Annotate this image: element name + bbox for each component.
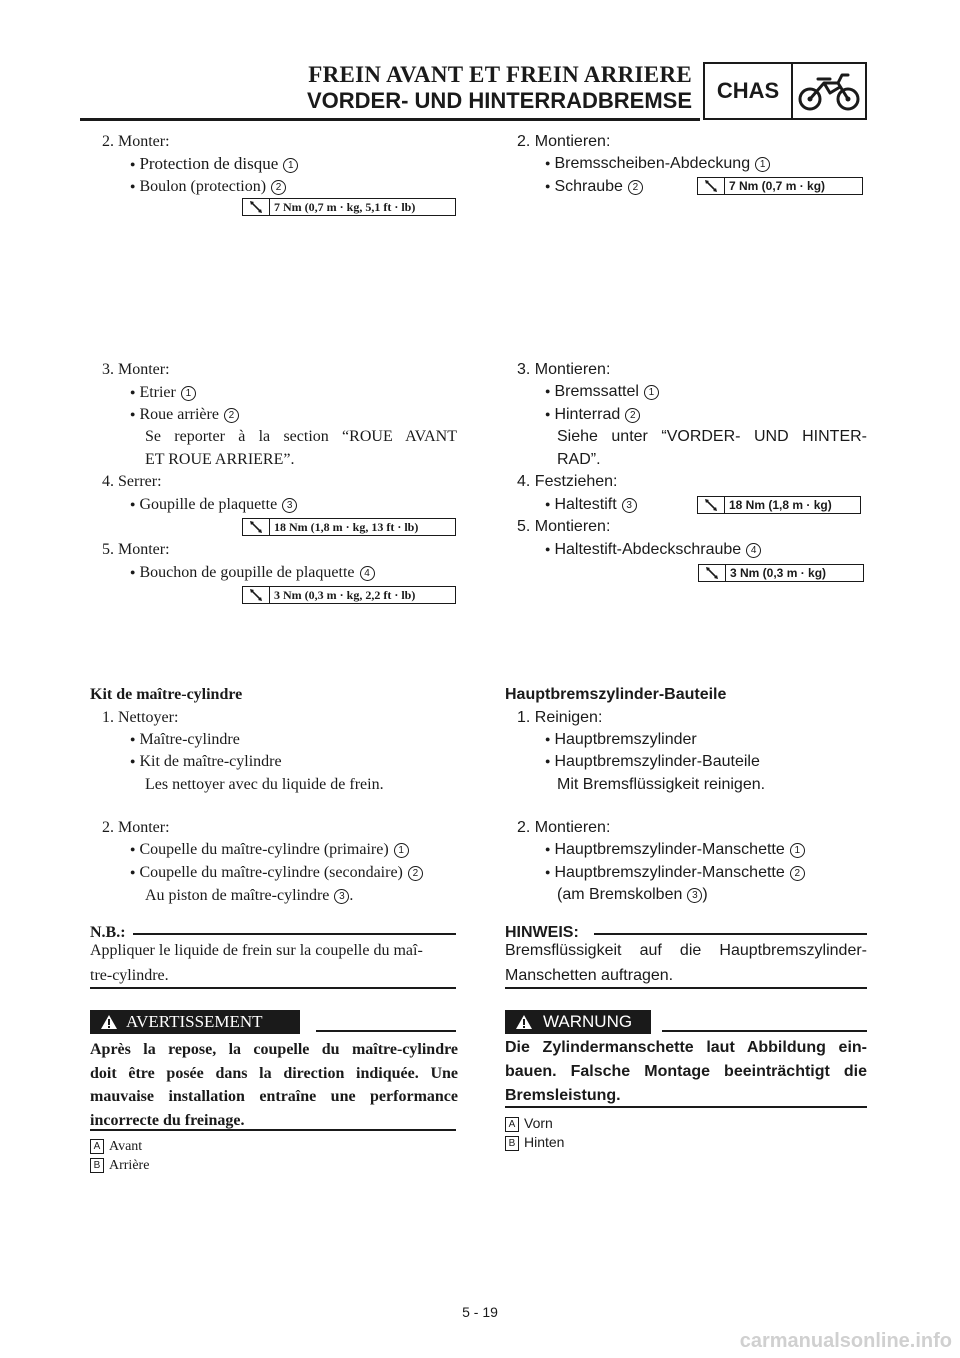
section-badge	[703, 62, 867, 120]
header-title-de: VORDER- UND HINTERRADBREMSE	[306, 88, 692, 113]
fr-legend-b: B Arrière	[90, 1158, 149, 1174]
fr-warning-rule-bottom	[90, 1129, 456, 1131]
fr-warning-text: Après la repose, la coupelle du maître-cylindre doit être posée dans la direction indiquée. Une mauvaise installation entraîne une performance incorrecte du freinage.	[90, 1041, 458, 1129]
fr-step2-item1: ● Protection de disque 1	[130, 154, 298, 174]
de-kit-step2-note: (am Bremskolben 3 )	[557, 886, 708, 903]
header-title-fr: FREIN AVANT ET FREIN ARRIERE	[308, 62, 692, 87]
de-nb-rule-bottom	[505, 987, 867, 989]
fr-kit-step1-title: 1. Nettoyer:	[102, 709, 179, 726]
fr-nb-text: Appliquer le liquide de frein sur la coupelle du maî- tre-cylindre.	[90, 942, 423, 984]
page-number: 5 - 19	[462, 1304, 498, 1320]
fr-step3-title: 3. Monter:	[102, 361, 170, 378]
wrench-icon	[698, 178, 725, 194]
fr-step3-ref1: Se reporter à la section “ROUE AVANT	[145, 428, 457, 445]
de-step4-title: 4. Festziehen:	[517, 473, 618, 490]
fr-step3-item1: ● Etrier 1	[130, 384, 196, 402]
de-kit-step1-title: 1. Reinigen:	[517, 709, 603, 726]
fr-step2-torque: 7 Nm (0,7 m · kg, 5,1 ft · lb)	[242, 198, 456, 216]
de-step5-item1: ● Haltestift-Abdeckschraube 4	[545, 541, 761, 559]
de-warning-badge: WARNUNG	[505, 1010, 651, 1034]
fr-step3-ref2: ET ROUE ARRIERE”.	[145, 451, 295, 468]
watermark: carmanualsonline.info	[739, 1330, 952, 1352]
wrench-icon	[243, 519, 270, 535]
de-kit-step2-item2: ● Hauptbremszylinder-Manschette 2	[545, 864, 805, 882]
de-step4-torque: 18 Nm (1,8 m · kg)	[697, 496, 861, 514]
fr-kit-step2-note: Au piston de maître-cylindre 3 .	[145, 887, 354, 904]
motorcycle-icon	[793, 64, 865, 118]
fr-kit-step2-title: 2. Monter:	[102, 819, 170, 836]
fr-warning-rule-top	[316, 1030, 456, 1032]
de-step2-title: 2. Montieren:	[517, 133, 611, 150]
de-step3-title: 3. Montieren:	[517, 361, 611, 378]
de-kit-step1-item2: ● Hauptbremszylinder-Bauteile	[545, 753, 760, 771]
de-kit-step1-note: Mit Bremsflüssigkeit reinigen.	[557, 776, 766, 793]
fr-step5-title: 5. Monter:	[102, 541, 170, 558]
warning-icon	[100, 1014, 118, 1030]
de-step2-item1: ● Bremsscheiben-Abdeckung 1	[545, 155, 770, 173]
fr-step5-item1: ● Bouchon de goupille de plaquette 4	[130, 564, 375, 582]
fr-warning-badge: AVERTISSEMENT	[90, 1010, 300, 1034]
fr-kit-step1-note: Les nettoyer avec du liquide de frein.	[145, 776, 384, 793]
fr-kit-heading: Kit de maître-cylindre	[90, 686, 243, 703]
fr-step4-torque: 18 Nm (1,8 m · kg, 13 ft · lb)	[242, 518, 456, 536]
de-kit-heading: Hauptbremszylinder-Bauteile	[505, 686, 727, 703]
fr-kit-step1-item1: ● Maître-cylindre	[130, 731, 240, 749]
fr-step2-title: 2. Monter:	[102, 133, 170, 150]
de-step3-ref2: RAD”.	[557, 451, 601, 468]
de-step2-item2: ● Schraube 2	[545, 178, 643, 196]
wrench-icon	[243, 199, 270, 215]
wrench-icon	[699, 565, 726, 581]
de-warning-rule-bottom	[505, 1106, 867, 1108]
fr-nb-label: N.B.:	[90, 924, 126, 941]
fr-nb-rule-bottom	[90, 987, 456, 989]
fr-step4-title: 4. Serrer:	[102, 473, 162, 490]
de-warning-rule-top	[662, 1030, 867, 1032]
de-step2-torque: 7 Nm (0,7 m · kg)	[697, 177, 863, 195]
fr-nb-rule-top	[133, 933, 456, 935]
fr-kit-step2-item1: ● Coupelle du maître-cylindre (primaire) 1	[130, 841, 409, 859]
de-nb-text: Bremsflüssigkeit auf die Hauptbremszylinder- Manschetten auftragen.	[505, 942, 867, 984]
fr-step5-torque: 3 Nm (0,3 m · kg, 2,2 ft · lb)	[242, 586, 456, 604]
de-nb-rule-top	[594, 933, 867, 935]
fr-step3-item2: ● Roue arrière 2	[130, 406, 239, 424]
section-label: CHAS	[705, 64, 793, 118]
de-legend-a: A Vorn	[505, 1115, 553, 1132]
de-kit-step1-item1: ● Hauptbremszylinder	[545, 731, 697, 749]
de-step5-title: 5. Montieren:	[517, 518, 611, 535]
de-step3-item1: ● Bremssattel 1	[545, 383, 659, 401]
de-step4-item1: ● Haltestift 3	[545, 496, 637, 514]
fr-kit-step2-item2: ● Coupelle du maître-cylindre (secondaire) 2	[130, 864, 423, 882]
de-kit-step2-title: 2. Montieren:	[517, 819, 611, 836]
fr-legend-a: A Avant	[90, 1139, 142, 1155]
fr-step4-item1: ● Goupille de plaquette 3	[130, 496, 297, 514]
de-legend-b: B Hinten	[505, 1134, 564, 1151]
fr-step2-item2: ● Boulon (protection) 2	[130, 178, 286, 196]
warning-icon	[515, 1014, 533, 1030]
de-step5-torque: 3 Nm (0,3 m · kg)	[698, 564, 864, 582]
header-rule	[80, 118, 700, 121]
de-step3-ref1: Siehe unter “VORDER- UND HINTER-	[557, 428, 867, 445]
wrench-icon	[698, 497, 725, 513]
de-nb-label: HINWEIS:	[505, 924, 579, 941]
de-step3-item2: ● Hinterrad 2	[545, 406, 640, 424]
de-kit-step2-item1: ● Hauptbremszylinder-Manschette 1	[545, 841, 805, 859]
fr-kit-step1-item2: ● Kit de maître-cylindre	[130, 753, 282, 771]
wrench-icon	[243, 587, 270, 603]
de-warning-text: Die Zylindermanschette laut Abbildung ein- bauen. Falsche Montage beeinträchtigt die Bremsleistung.	[505, 1039, 867, 1104]
